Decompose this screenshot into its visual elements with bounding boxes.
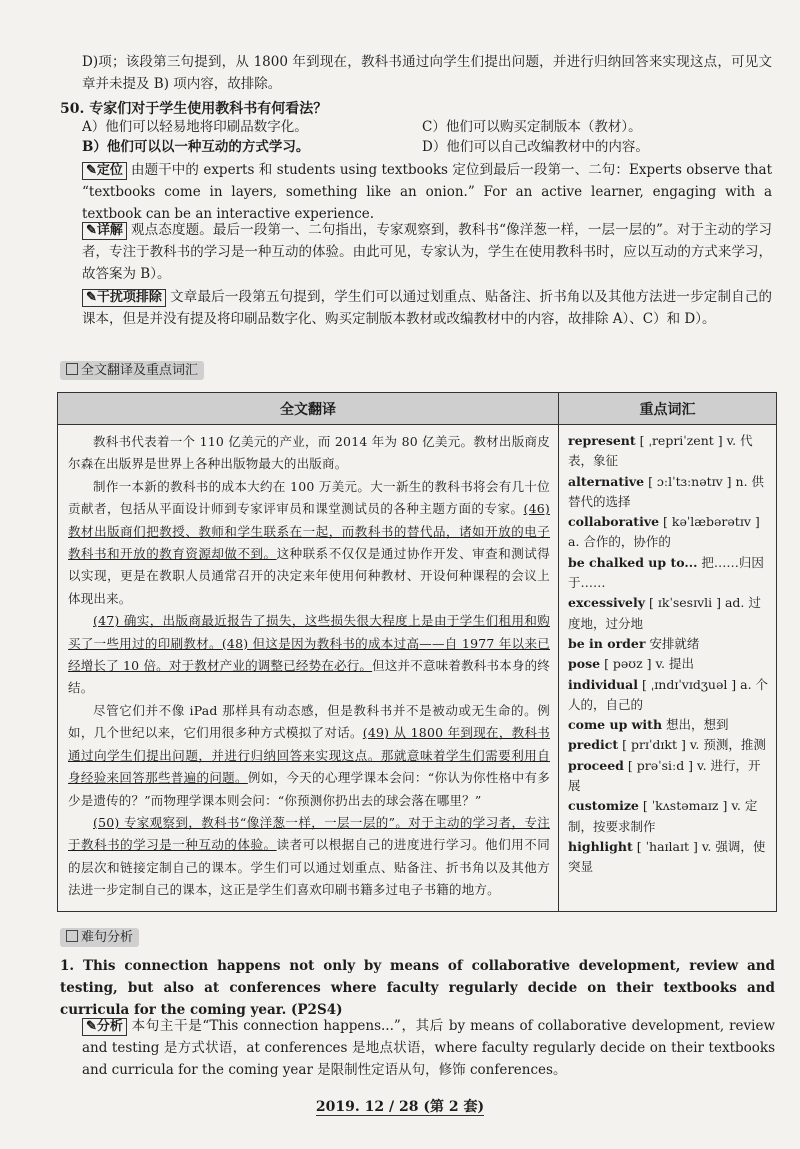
- vocab-word: collaborative: [568, 514, 660, 530]
- vocab-entry: [568, 472, 770, 513]
- vocab-definition: [ ˈhaɪlaɪt ] v. 强调，使突显: [568, 838, 766, 875]
- vocab-entry: [568, 715, 770, 735]
- locate-text: 由题干中的 experts 和 students using textbooks 定位到最后一段第一、二句：Experts observe that “textbooks come in layers, something like an onion.” For an active learner, engaging with a textbook can be an interactive experience.: [82, 162, 772, 222]
- vocab-entry: [568, 512, 770, 553]
- vocab-definition: 把……归因于……: [568, 554, 764, 591]
- analysis-text: 本句主干是“This connection happens...”，其后 by means of collaborative development, review and testing 是方式状语，at conferences 是地点状语，where faculty regularly decide on their textbooks and curricula for the coming year 是限制性定语从句，修饰 conferences。: [82, 1018, 775, 1078]
- translation-paragraph: (50) 专家观察到，教科书“像洋葱一样，一层一层的”。对于主动的学习者，专注于教科书的学习是一种互动的体验。读者可以根据自己的进度进行学习。他们用不同的层次和链接定制自己的课本。学生们可以通过划重点、贴备注、折书角以及其他方法进一步定制自己的课本，这正是学生们喜欢印刷书籍多过电子书籍的地方。: [68, 814, 550, 898]
- vocab-entry: [568, 796, 770, 837]
- book-icon: [66, 363, 78, 375]
- prev-answer-text: D)项；该段第三句提到，从 1800 年到现在，教科书通过向学生们提出问题，并进行归纳回答来实现这点，可见文章并未提及 B) 项内容，故排除。: [82, 54, 772, 92]
- option-b: B）他们可以以一种互动的方式学习。: [82, 139, 310, 155]
- vocab-word: excessively: [568, 595, 646, 611]
- detail-text: 观点态度题。最后一段第一、二句指出，专家观察到，教科书“像洋葱一样，一层一层的”。对于主动的学习者，专注于教科书的学习是一种互动的体验。由此可见，专家认为，学生在使用教科书时，应以互动的方式来学习，故答案为 B）。: [82, 222, 772, 282]
- section-analysis-label: 难句分析: [60, 928, 139, 947]
- vocab-entry: [568, 431, 770, 472]
- locate-tag: ✎定位: [82, 162, 127, 180]
- vocab-word: individual: [568, 676, 639, 692]
- option-d: D）他们可以自己改编教材中的内容。: [422, 139, 649, 155]
- vocab-definition: [ pəʊz ] v. 提出: [604, 656, 694, 672]
- vocab-word: proceed: [568, 757, 624, 773]
- vocab-definition: [ ˌrepriˈzent ] v. 代表，象征: [568, 433, 753, 469]
- vocab-entry: [568, 756, 770, 797]
- vocab-entry: [568, 553, 770, 594]
- vocab-entry: [568, 593, 770, 634]
- translation-paragraph: 制作一本新的教科书的成本大约在 100 万美元。大一新生的教科书将会有几十位贡献者，包括从平面设计师到专家评审员和课堂测试员的各种主题方面的专家。(46) 教材出版商们把教授、教师和学生联系在一起，而教科书的替代品，诸如开放的电子教科书和开放的教育资源却做不到。这种联系不仅仅是通过协作开发、审查和测试得以实现，更是在教职人员通常召开的决定来年使用何种教材、开设何种课程的会议上体现出来。: [68, 478, 550, 606]
- table-header: [58, 393, 776, 425]
- vocab-entry: [568, 634, 770, 654]
- vocab-definition: [ ˌɪndɪˈvɪdʒuəl ] a. 个人的，自己的: [568, 676, 769, 712]
- vocab-definition: [ ˈkʌstəmaɪz ] v. 定制，按要求制作: [568, 798, 758, 834]
- vocab-definition: [ prəˈsiːd ] v. 进行，开展: [568, 757, 761, 794]
- vocab-definition: 想出，想到: [666, 717, 729, 733]
- vocab-word: predict: [568, 737, 619, 753]
- vocab-definition: [ prɪˈdɪkt ] v. 预测，推测: [622, 737, 766, 753]
- vocab-word: highlight: [568, 838, 633, 854]
- vocab-definition: [ ɔːlˈtɜːnətɪv ] n. 供替代的选择: [568, 473, 765, 509]
- option-a: A）他们可以轻易地将印刷品数字化。: [82, 119, 308, 135]
- vocab-word: pose: [568, 656, 601, 672]
- vocab-entry: [568, 837, 770, 878]
- translation-table: [57, 392, 777, 912]
- pen-icon: ✎: [86, 1019, 97, 1034]
- vocab-word: alternative: [568, 473, 645, 489]
- distract-paragraph: [82, 286, 772, 330]
- header-translation: 全文翻译: [58, 393, 559, 424]
- difficult-sentence: 1. This connection happens not only by means of collaborative development, review and testing, but also at conferences where faculty regularly decide on their textbooks and curricula for the coming year. (P2S4): [60, 958, 775, 1018]
- table-body: [58, 425, 776, 911]
- question-50-title: 50. 专家们对于学生使用教科书有何看法？: [60, 101, 328, 117]
- book-icon: [66, 930, 78, 942]
- question-50-options: [82, 117, 772, 157]
- detail-paragraph: [82, 219, 772, 285]
- translation-paragraph: (47) 确实，出版商最近报告了损失，这些损失很大程度上是由于学生们租用和购买了一些用过的印刷教材。(48) 但这是因为教科书的成本过高——自 1977 年以来已经增长了 10 倍。对于教材产业的调整已经势在必行。但这并不意味着教科书本身的终结。: [68, 613, 550, 696]
- vocab-word: be in order: [568, 635, 646, 651]
- translation-paragraph: 尽管它们并不像 iPad 那样具有动态感，但是教科书并不是被动或无生命的。例如，几个世纪以来，它们用很多种方式模拟了对话。(49) 从 1800 年到现在，教科书通过向学生们提出问题，并进行归纳回答来实现这点。那就意味着学生们需要利用自身经验来回答那些普遍的问题。例如，今天的心理学课本会问：“你认为你性格中有多少是遗传的？”而物理学课本则会问：“你预测你扔出去的球会落在哪里？”: [68, 702, 550, 808]
- distract-tag: ✎干扰项排除: [82, 289, 166, 307]
- translation-column: [58, 425, 559, 911]
- detail-tag: ✎详解: [82, 222, 127, 240]
- vocab-entry: [568, 735, 770, 755]
- page-footer: 2019. 12 / 28 (第 2 套): [315, 1099, 485, 1115]
- vocab-entry: [568, 675, 770, 716]
- vocab-definition: 安排就绪: [649, 635, 700, 651]
- vocab-word: customize: [568, 798, 639, 814]
- translation-paragraph: 教科书代表着一个 110 亿美元的产业，而 2014 年为 80 亿美元。教材出版商皮尔森在出版界是世界上各种出版物最大的出版商。: [68, 434, 550, 472]
- vocab-definition: [ kəˈlæbərətɪv ] a. 合作的，协作的: [568, 514, 760, 550]
- pen-icon: ✎: [86, 163, 97, 178]
- vocab-entry: [568, 654, 770, 674]
- vocab-definition: [ ɪkˈsesɪvli ] ad. 过度地，过分地: [568, 595, 761, 631]
- analysis-tag: ✎分析: [82, 1018, 127, 1036]
- option-c: C）他们可以购买定制版本（教材）。: [422, 119, 642, 135]
- analysis-paragraph: [82, 1015, 775, 1081]
- pen-icon: ✎: [86, 290, 97, 305]
- distract-text: 文章最后一段第五句提到，学生们可以通过划重点、贴备注、折书角以及其他方法进一步定制自己的课本，但是并没有提及将印刷品数字化、购买定制版本教材或改编教材中的内容，故排除 A）、C）和 D）。: [82, 289, 772, 327]
- section-translation-label: 全文翻译及重点词汇: [60, 361, 204, 380]
- vocab-word: represent: [568, 433, 636, 448]
- pen-icon: ✎: [86, 223, 97, 238]
- locate-paragraph: [82, 159, 772, 225]
- header-vocabulary: 重点词汇: [639, 401, 696, 418]
- vocab-word: come up with: [568, 717, 663, 733]
- vocabulary-column: [559, 425, 776, 911]
- vocab-word: be chalked up to...: [568, 554, 698, 570]
